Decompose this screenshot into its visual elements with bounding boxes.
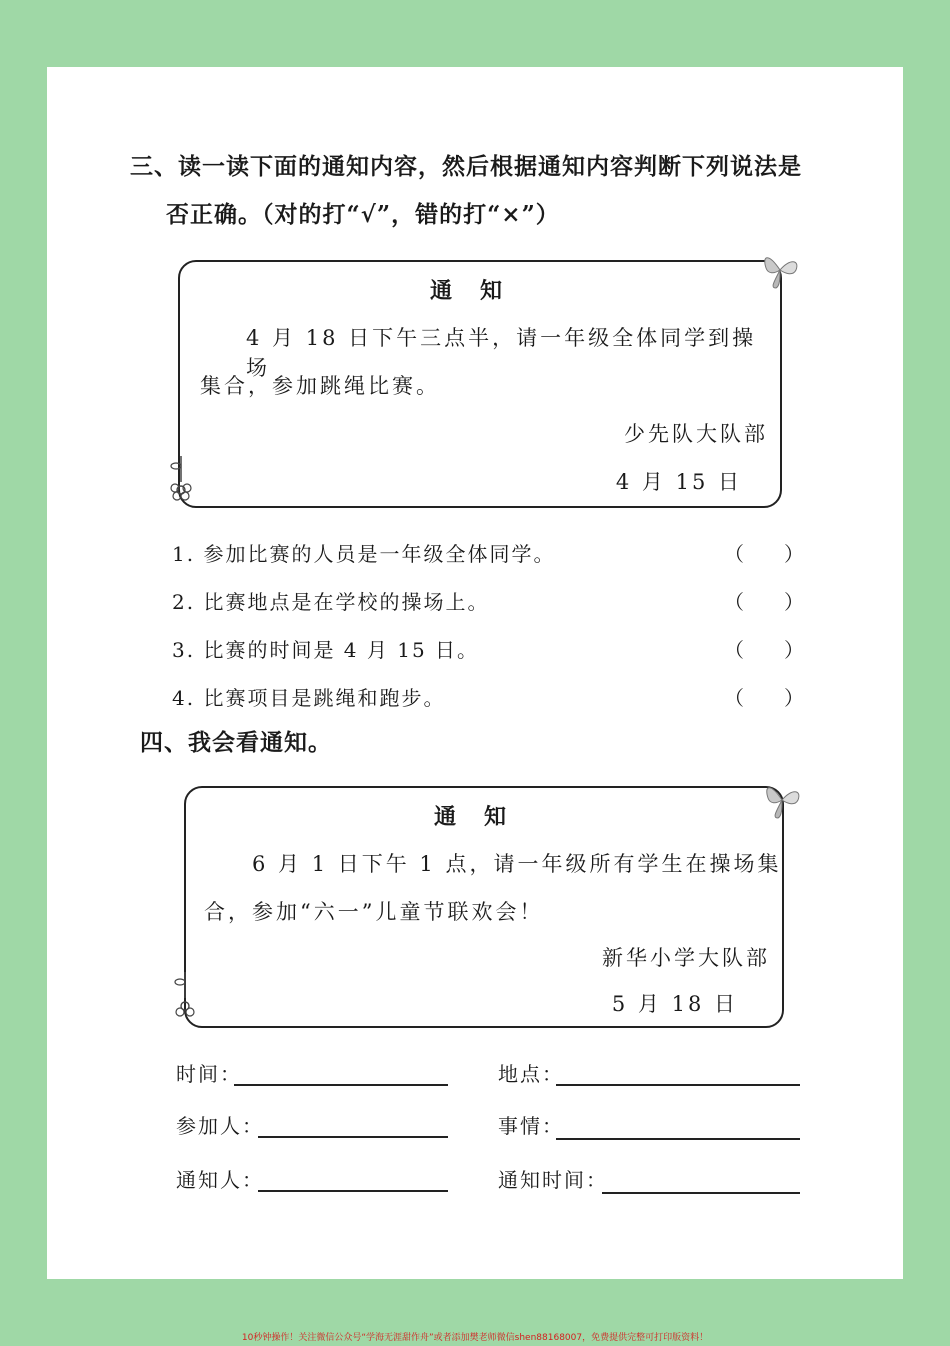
notice-box-1 <box>178 260 782 508</box>
field-event-label: 事情： <box>498 1114 564 1138</box>
flower-icon <box>166 452 196 504</box>
section4-title: 四、我会看通知。 <box>140 729 332 756</box>
flower-icon <box>172 968 198 1020</box>
field-notice-time-input[interactable] <box>602 1192 800 1194</box>
answer-blank-3[interactable]: （ ） <box>724 638 804 662</box>
field-time-label: 时间： <box>176 1062 242 1086</box>
notice-date: 5 月 18 日 <box>611 992 738 1016</box>
field-time-input[interactable] <box>234 1084 448 1086</box>
answer-blank-1[interactable]: （ ） <box>724 542 804 566</box>
question-4: 4. 比赛项目是跳绳和跑步。 <box>172 686 446 710</box>
footer-promo-text: 10秒钟操作！关注微信公众号“学海无涯甜作舟”或者添加樊老师微信shen88168007，免费提供完整可打印版资料！ <box>241 1333 709 1343</box>
field-place-label: 地点： <box>498 1062 564 1086</box>
notice-signer: 新华小学大队部 <box>602 946 770 970</box>
notice-body-line1: 4 月 18 日下午三点半，请一年级全体同学到操场 <box>246 326 757 380</box>
section3-title-line2: 否正确。（对的打“√”，错的打“×”） <box>166 201 560 228</box>
notice-signer: 少先队大队部 <box>624 422 768 446</box>
notice-box-2 <box>184 786 784 1028</box>
field-participants-label: 参加人： <box>176 1114 264 1138</box>
notice-title: 通知 <box>433 804 534 830</box>
field-notifier-input[interactable] <box>258 1190 448 1192</box>
answer-blank-4[interactable]: （ ） <box>724 686 804 710</box>
notice-body-line2: 集合，参加跳绳比赛。 <box>200 374 440 398</box>
field-notice-time-label: 通知时间： <box>498 1168 608 1192</box>
question-2: 2. 比赛地点是在学校的操场上。 <box>172 590 490 614</box>
answer-blank-2[interactable]: （ ） <box>724 590 804 614</box>
section3-title-line1: 三、读一读下面的通知内容，然后根据通知内容判断下列说法是 <box>130 153 802 180</box>
notice-title: 通知 <box>429 278 530 304</box>
field-event-input[interactable] <box>556 1138 800 1140</box>
field-place-input[interactable] <box>556 1084 800 1086</box>
butterfly-icon <box>762 778 804 822</box>
field-notifier-label: 通知人： <box>176 1168 264 1192</box>
question-3: 3. 比赛的时间是 4 月 15 日。 <box>172 638 480 662</box>
butterfly-icon <box>760 248 802 292</box>
notice-date: 4 月 15 日 <box>615 470 742 494</box>
notice-body-line1: 6 月 1 日下午 1 点，请一年级所有学生在操场集 <box>252 852 782 876</box>
field-participants-input[interactable] <box>258 1136 448 1138</box>
question-1: 1. 参加比赛的人员是一年级全体同学。 <box>172 542 556 566</box>
notice-body-line2: 合，参加“六一”儿童节联欢会！ <box>204 900 544 924</box>
